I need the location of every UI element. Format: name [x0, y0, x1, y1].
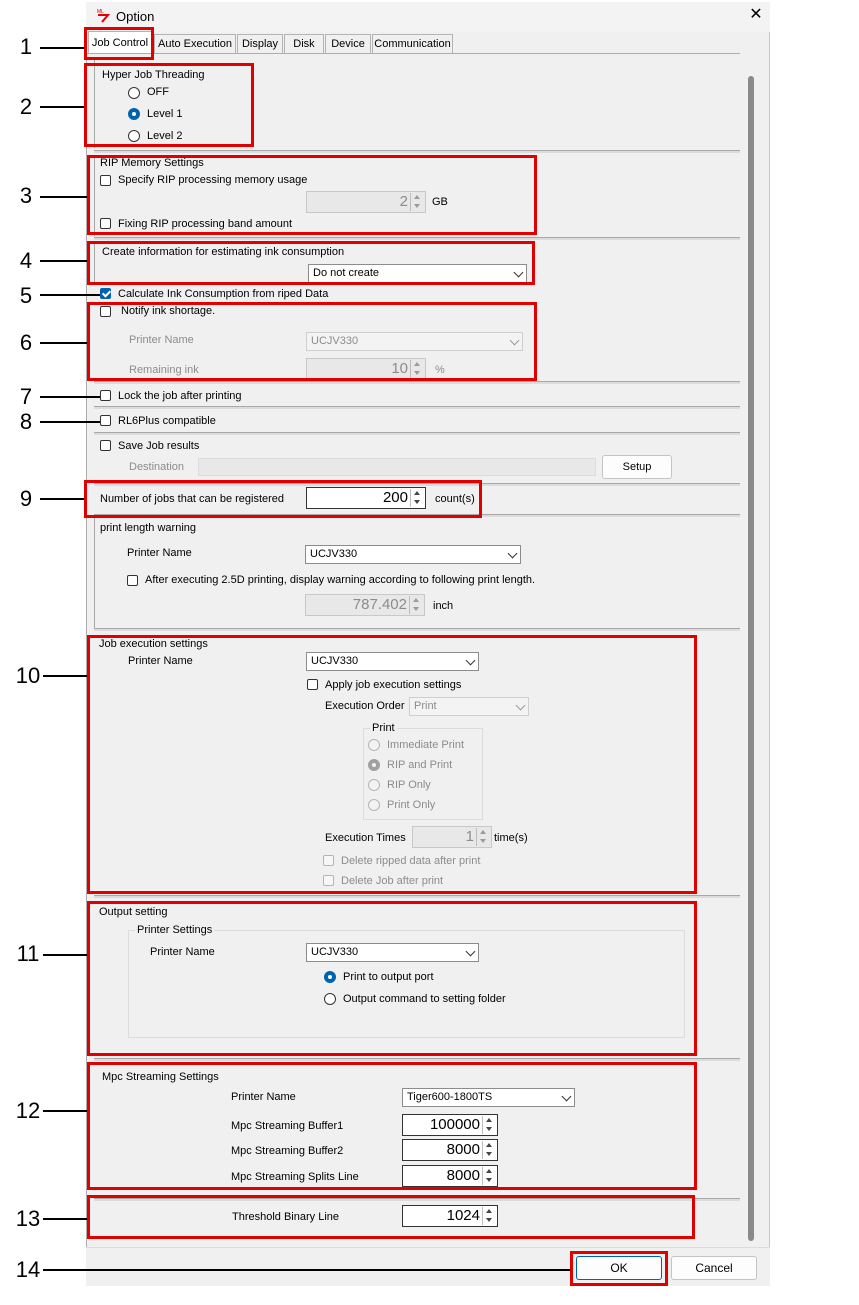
annotation-box-6: [87, 302, 537, 381]
annotation-box-13: [87, 1195, 695, 1239]
output-port-label: Print to output port: [343, 971, 434, 983]
print-length-printer-label: Printer Name: [127, 547, 192, 559]
notify-printer-select[interactable]: UCJV330: [306, 332, 523, 351]
annotation-box-12: [87, 1062, 697, 1190]
tab-auto-execution[interactable]: Auto Execution: [154, 34, 236, 53]
mpc-splits-spinner[interactable]: 8000: [402, 1165, 498, 1187]
mpc-printer-select[interactable]: Tiger600-1800TS: [402, 1088, 575, 1107]
mpc-splits-label: Mpc Streaming Splits Line: [231, 1171, 359, 1183]
ok-button[interactable]: OK: [576, 1256, 662, 1280]
print-length-unit: inch: [433, 600, 454, 612]
print-length-title: print length warning: [100, 522, 197, 534]
annotation-box-10: [87, 635, 697, 894]
calc-ink-checkbox[interactable]: [100, 288, 111, 299]
threshold-label: Threshold Binary Line: [232, 1211, 340, 1223]
cancel-button[interactable]: Cancel: [671, 1256, 757, 1280]
annotation-box-9: [84, 480, 482, 518]
print-group-title: Print: [372, 722, 395, 734]
tab-device[interactable]: Device: [325, 34, 371, 53]
chevron-down-icon: [508, 549, 518, 559]
close-icon[interactable]: ✕: [749, 6, 763, 23]
jobs-count-label: Number of jobs that can be registered: [100, 493, 285, 505]
print-length-spinner[interactable]: 787.402: [305, 594, 425, 616]
execution-order-select[interactable]: Print: [409, 697, 529, 716]
rip-and-print-label: RIP and Print: [387, 759, 453, 771]
rip-memory-title: RIP Memory Settings: [100, 157, 204, 169]
delete-job-label: Delete Job after print: [341, 875, 444, 887]
mpc-title: Mpc Streaming Settings: [102, 1071, 219, 1083]
output-setting-title: Output setting: [99, 906, 168, 918]
tab-job-control[interactable]: Job Control: [88, 31, 152, 53]
callout-10: 10: [15, 663, 41, 688]
rl6plus-checkbox[interactable]: [100, 415, 111, 426]
callout-13: 13: [15, 1206, 41, 1231]
callout-2: 2: [19, 94, 33, 119]
mpc-buffer1-label: Mpc Streaming Buffer1: [231, 1120, 344, 1132]
radio-level1-label: Level 1: [147, 108, 183, 120]
rip-memory-unit: GB: [432, 196, 448, 208]
print-length-printer-select[interactable]: UCJV330: [305, 545, 521, 564]
radio-level2-label: Level 2: [147, 130, 183, 142]
mpc-buffer2-label: Mpc Streaming Buffer2: [231, 1145, 344, 1157]
output-printer-label: Printer Name: [150, 946, 215, 958]
callout-11: 11: [16, 941, 40, 966]
after-2-5d-label: After executing 2.5D printing, display warning according to following print length.: [145, 574, 536, 586]
svg-text:ML: ML: [97, 9, 104, 15]
threshold-spinner[interactable]: 1024: [402, 1205, 498, 1227]
mpc-buffer1-spinner[interactable]: 100000: [402, 1114, 498, 1136]
execution-times-unit: time(s): [494, 832, 528, 844]
remaining-ink-unit: %: [435, 364, 445, 376]
hyper-threading-title: Hyper Job Threading: [102, 69, 205, 81]
ink-estimate-title: Create information for estimating ink consumption: [102, 246, 345, 258]
callout-9: 9: [19, 486, 33, 511]
annotation-box-2: [84, 63, 254, 147]
setting-folder-label: Output command to setting folder: [343, 993, 506, 1005]
window-title: Option: [116, 9, 155, 24]
delete-ripped-label: Delete ripped data after print: [341, 855, 481, 867]
job-exec-printer-label: Printer Name: [128, 655, 193, 667]
save-job-label: Save Job results: [118, 440, 200, 452]
callout-3: 3: [19, 183, 33, 208]
specify-rip-memory-label: Specify RIP processing memory usage: [118, 174, 308, 186]
mpc-printer-label: Printer Name: [231, 1091, 296, 1103]
annotation-box-4: [87, 241, 535, 285]
destination-field[interactable]: [198, 458, 596, 476]
setup-button[interactable]: Setup: [602, 455, 672, 479]
rip-only-label: RIP Only: [387, 779, 431, 791]
title-bar: [86, 2, 770, 32]
notify-ink-label: Notify ink shortage.: [121, 305, 216, 317]
printer-settings-title: Printer Settings: [137, 924, 213, 936]
rl6plus-label: RL6Plus compatible: [118, 415, 216, 427]
callout-8: 8: [19, 409, 33, 434]
callout-12: 12: [15, 1098, 41, 1123]
radio-off-label: OFF: [147, 86, 169, 98]
callout-14: 14: [15, 1257, 41, 1282]
lock-job-label: Lock the job after printing: [118, 390, 242, 402]
notify-printer-label: Printer Name: [129, 334, 194, 346]
calc-ink-label: Calculate Ink Consumption from riped Data: [118, 288, 329, 300]
callout-1: 1: [19, 34, 33, 59]
execution-order-label: Execution Order: [325, 700, 405, 712]
tab-communication[interactable]: Communication: [372, 34, 453, 53]
jobs-count-unit: count(s): [435, 493, 475, 505]
mpc-buffer2-spinner[interactable]: 8000: [402, 1139, 498, 1161]
lock-job-checkbox[interactable]: [100, 390, 111, 401]
annotation-box-11: [87, 901, 697, 1056]
after-2-5d-checkbox[interactable]: [127, 575, 138, 586]
annotation-box-1: [84, 27, 154, 60]
callout-4: 4: [19, 248, 33, 273]
remaining-ink-spinner[interactable]: 10: [306, 358, 426, 380]
tab-display[interactable]: Display: [237, 34, 283, 53]
tab-disk[interactable]: Disk: [284, 34, 324, 53]
output-printer-select[interactable]: UCJV330: [306, 943, 479, 962]
scrollbar-thumb[interactable]: [748, 76, 754, 1241]
annotation-box-14: [570, 1251, 668, 1286]
remaining-ink-label: Remaining ink: [129, 364, 199, 376]
immediate-print-label: Immediate Print: [387, 739, 465, 751]
jobs-count-spinner[interactable]: 200: [306, 487, 426, 509]
annotation-box-3: [87, 155, 537, 235]
ink-estimate-select[interactable]: Do not create: [308, 264, 527, 283]
execution-times-spinner[interactable]: 1: [412, 826, 492, 848]
destination-label: Destination: [129, 461, 185, 473]
callout-7: 7: [19, 384, 33, 409]
save-job-checkbox[interactable]: [100, 440, 111, 451]
app-logo-icon: [96, 7, 110, 23]
print-only-label: Print Only: [387, 799, 436, 811]
job-exec-title: Job execution settings: [99, 638, 208, 650]
callout-5: 5: [19, 283, 33, 308]
callout-6: 6: [19, 330, 33, 355]
rip-memory-spinner[interactable]: 2: [306, 191, 426, 213]
fixing-band-label: Fixing RIP processing band amount: [118, 218, 293, 230]
apply-job-exec-label: Apply job execution settings: [325, 679, 462, 691]
execution-times-label: Execution Times: [325, 832, 406, 844]
job-exec-printer-select[interactable]: UCJV330: [306, 652, 479, 671]
